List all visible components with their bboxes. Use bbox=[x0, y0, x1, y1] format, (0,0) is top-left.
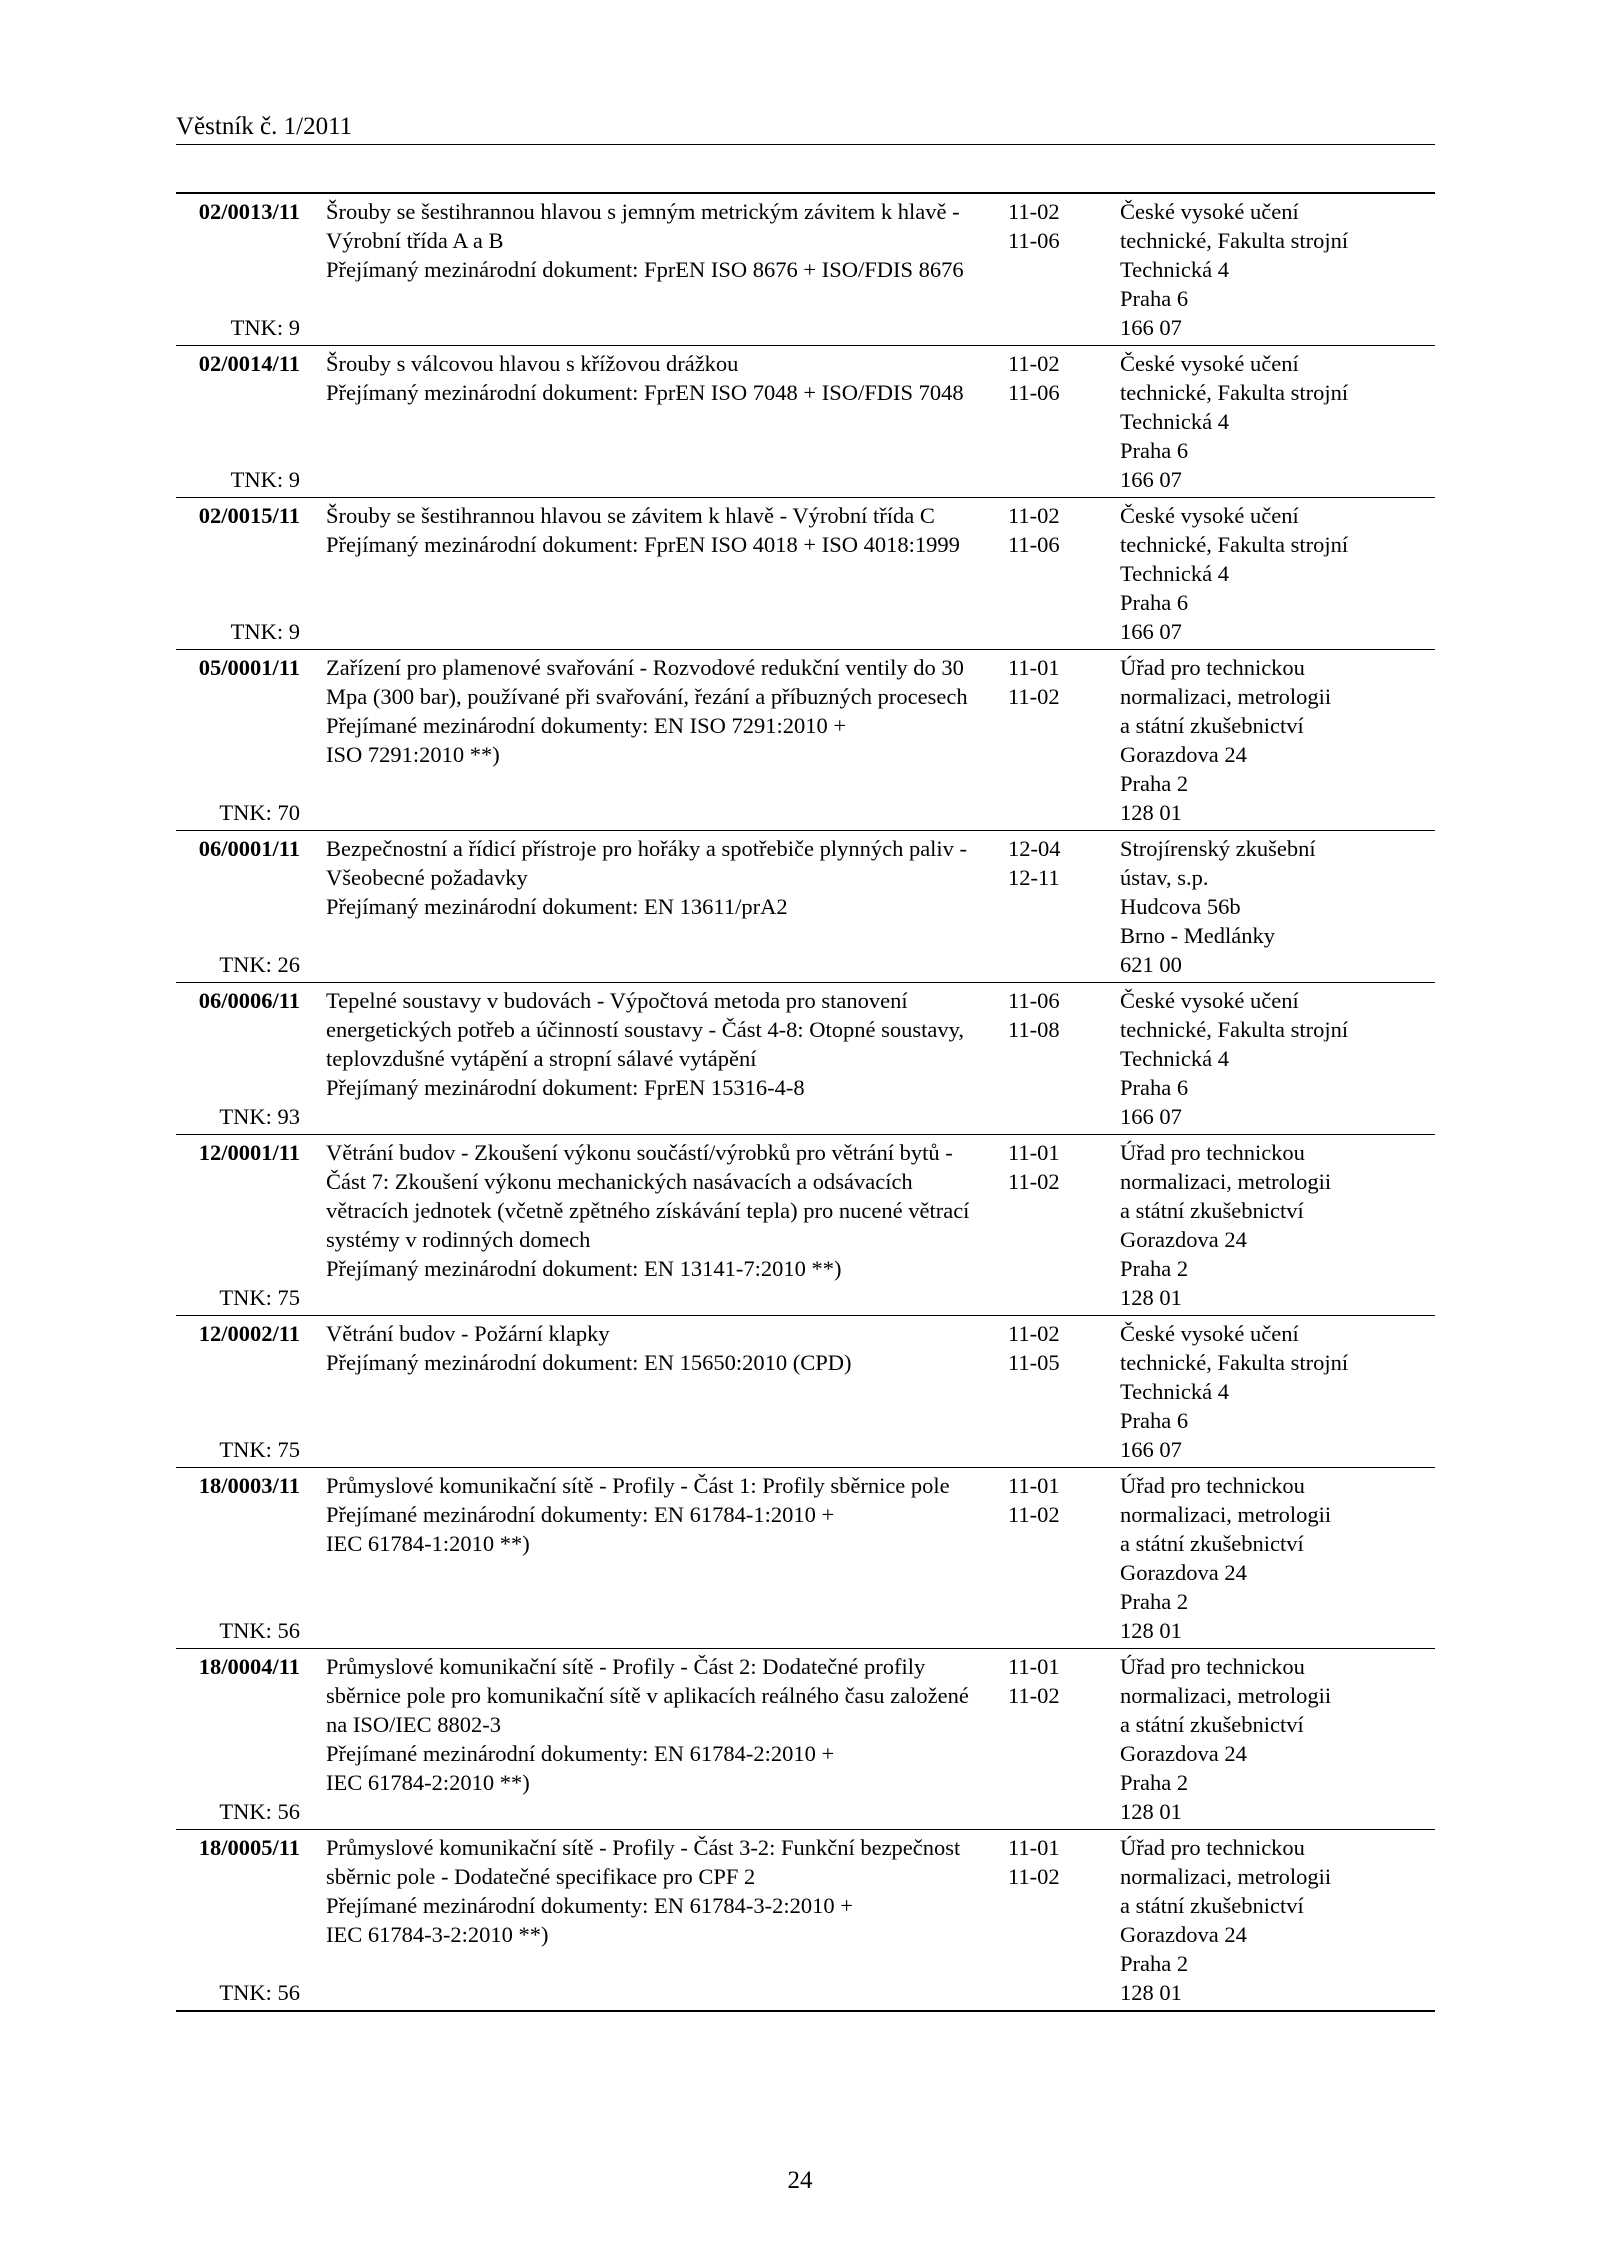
title-line: Přejímaný mezinárodní dokument: EN 13141-7:2010 **) bbox=[326, 1256, 842, 1281]
title-line: systémy v rodinných domech bbox=[326, 1227, 591, 1252]
standard-title-cell bbox=[304, 986, 1000, 1131]
organization-line: Úřad pro technickou bbox=[1120, 1835, 1305, 1860]
organization-cell bbox=[1116, 834, 1435, 979]
title-line: větracích jednotek (včetně zpětného získávání tepla) pro nucené větrací bbox=[326, 1198, 970, 1223]
tnk-label: TNK: 56 bbox=[219, 1799, 300, 1824]
organization-line: Strojírenský zkušební bbox=[1120, 836, 1316, 861]
standard-title-cell bbox=[304, 1471, 1000, 1645]
code-line: 11-06 bbox=[1008, 532, 1060, 557]
table-row bbox=[176, 1315, 1435, 1467]
record-number: 06/0001/11 bbox=[198, 836, 300, 861]
table-row bbox=[176, 649, 1435, 830]
code-line: 11-06 bbox=[1008, 380, 1060, 405]
organization-line: Brno - Medlánky bbox=[1120, 923, 1275, 948]
title-line: energetických potřeb a účinností soustavy - Část 4-8: Otopné soustavy, bbox=[326, 1017, 964, 1042]
code-line: 11-02 bbox=[1008, 199, 1060, 224]
table-row bbox=[176, 830, 1435, 982]
organization-line: technické, Fakulta strojní bbox=[1120, 1017, 1349, 1042]
organization-cell bbox=[1116, 986, 1435, 1131]
title-line: Část 7: Zkoušení výkonu mechanických nasávacích a odsávacích bbox=[326, 1169, 913, 1194]
organization-line: Praha 6 bbox=[1120, 286, 1189, 311]
tnk-label: TNK: 9 bbox=[230, 315, 300, 340]
record-id-cell bbox=[176, 349, 304, 494]
codes-cell bbox=[1000, 834, 1116, 979]
title-line: Šrouby s válcovou hlavou s křížovou drážkou bbox=[326, 351, 739, 376]
code-line: 11-02 bbox=[1008, 503, 1060, 528]
title-line: Přejímané mezinárodní dokumenty: EN 61784-2:2010 + bbox=[326, 1741, 835, 1766]
title-line: Přejímané mezinárodní dokumenty: EN 61784-3-2:2010 + bbox=[326, 1893, 853, 1918]
codes-cell bbox=[1000, 1138, 1116, 1312]
organization-line: 621 00 bbox=[1120, 952, 1182, 977]
title-line: Šrouby se šestihrannou hlavou s jemným metrickým závitem k hlavě - bbox=[326, 199, 960, 224]
title-line: Přejímaný mezinárodní dokument: EN 15650:2010 (CPD) bbox=[326, 1350, 852, 1375]
title-line: sběrnice pole pro komunikační sítě v aplikacích reálného času založené bbox=[326, 1683, 969, 1708]
table-row bbox=[176, 1134, 1435, 1315]
organization-cell bbox=[1116, 197, 1435, 342]
tnk-label: TNK: 9 bbox=[230, 467, 300, 492]
record-number: 12/0001/11 bbox=[198, 1140, 300, 1165]
title-line: Všeobecné požadavky bbox=[326, 865, 528, 890]
title-line: Přejímaný mezinárodní dokument: FprEN ISO 7048 + ISO/FDIS 7048 bbox=[326, 380, 964, 405]
organization-line: České vysoké učení bbox=[1120, 351, 1299, 376]
record-id-cell bbox=[176, 1138, 304, 1312]
organization-line: technické, Fakulta strojní bbox=[1120, 380, 1349, 405]
standard-title-cell bbox=[304, 1319, 1000, 1464]
organization-line: 128 01 bbox=[1120, 1618, 1182, 1643]
organization-line: Úřad pro technickou bbox=[1120, 1140, 1305, 1165]
organization-line: a státní zkušebnictví bbox=[1120, 713, 1304, 738]
organization-line: a státní zkušebnictví bbox=[1120, 1531, 1304, 1556]
record-number: 18/0005/11 bbox=[198, 1835, 300, 1860]
organization-line: Praha 2 bbox=[1120, 1589, 1189, 1614]
record-id-cell bbox=[176, 1833, 304, 2007]
page-header bbox=[176, 112, 1435, 145]
organization-line: České vysoké učení bbox=[1120, 503, 1299, 528]
title-line: Výrobní třída A a B bbox=[326, 228, 504, 253]
record-number: 12/0002/11 bbox=[198, 1321, 300, 1346]
code-line: 11-02 bbox=[1008, 351, 1060, 376]
tnk-label: TNK: 75 bbox=[219, 1437, 300, 1462]
organization-line: Úřad pro technickou bbox=[1120, 1473, 1305, 1498]
code-line: 11-02 bbox=[1008, 1502, 1060, 1527]
organization-line: a státní zkušebnictví bbox=[1120, 1712, 1304, 1737]
tnk-label: TNK: 56 bbox=[219, 1618, 300, 1643]
organization-line: Technická 4 bbox=[1120, 1046, 1229, 1071]
title-line: Tepelné soustavy v budovách - Výpočtová metoda pro stanovení bbox=[326, 988, 908, 1013]
codes-cell bbox=[1000, 349, 1116, 494]
standard-title-cell bbox=[304, 653, 1000, 827]
record-id-cell bbox=[176, 501, 304, 646]
code-line: 11-06 bbox=[1008, 228, 1060, 253]
tnk-label: TNK: 93 bbox=[219, 1104, 300, 1129]
code-line: 11-05 bbox=[1008, 1350, 1060, 1375]
code-line: 11-01 bbox=[1008, 1835, 1060, 1860]
organization-cell bbox=[1116, 1652, 1435, 1826]
organization-cell bbox=[1116, 1833, 1435, 2007]
record-number: 05/0001/11 bbox=[198, 655, 300, 680]
organization-line: Gorazdova 24 bbox=[1120, 1560, 1247, 1585]
organization-line: Hudcova 56b bbox=[1120, 894, 1241, 919]
code-line: 11-02 bbox=[1008, 1321, 1060, 1346]
record-number: 02/0015/11 bbox=[198, 503, 300, 528]
organization-line: 128 01 bbox=[1120, 1799, 1182, 1824]
organization-line: Praha 2 bbox=[1120, 771, 1189, 796]
title-line: Šrouby se šestihrannou hlavou se závitem k hlavě - Výrobní třída C bbox=[326, 503, 935, 528]
organization-cell bbox=[1116, 501, 1435, 646]
title-line: sběrnic pole - Dodatečné specifikace pro CPF 2 bbox=[326, 1864, 756, 1889]
title-line: na ISO/IEC 8802-3 bbox=[326, 1712, 501, 1737]
record-id-cell bbox=[176, 197, 304, 342]
standard-title-cell bbox=[304, 501, 1000, 646]
codes-cell bbox=[1000, 501, 1116, 646]
organization-line: Gorazdova 24 bbox=[1120, 1741, 1247, 1766]
organization-line: technické, Fakulta strojní bbox=[1120, 1350, 1349, 1375]
codes-cell bbox=[1000, 653, 1116, 827]
title-line: Průmyslové komunikační sítě - Profily - Část 2: Dodatečné profily bbox=[326, 1654, 926, 1679]
codes-cell bbox=[1000, 1652, 1116, 1826]
title-line: Zařízení pro plamenové svařování - Rozvodové redukční ventily do 30 bbox=[326, 655, 964, 680]
organization-line: Technická 4 bbox=[1120, 1379, 1229, 1404]
organization-line: 166 07 bbox=[1120, 1437, 1182, 1462]
title-line: Průmyslové komunikační sítě - Profily - Část 1: Profily sběrnice pole bbox=[326, 1473, 950, 1498]
tnk-label: TNK: 75 bbox=[219, 1285, 300, 1310]
table-row bbox=[176, 1467, 1435, 1648]
title-line: Přejímané mezinárodní dokumenty: EN ISO 7291:2010 + bbox=[326, 713, 847, 738]
codes-cell bbox=[1000, 197, 1116, 342]
organization-line: Praha 6 bbox=[1120, 1075, 1189, 1100]
table-row bbox=[176, 1648, 1435, 1829]
title-line: IEC 61784-2:2010 **) bbox=[326, 1770, 530, 1795]
organization-line: normalizaci, metrologii bbox=[1120, 1683, 1332, 1708]
organization-line: normalizaci, metrologii bbox=[1120, 1169, 1332, 1194]
codes-cell bbox=[1000, 986, 1116, 1131]
record-number: 06/0006/11 bbox=[198, 988, 300, 1013]
tnk-label: TNK: 26 bbox=[219, 952, 300, 977]
organization-line: Úřad pro technickou bbox=[1120, 1654, 1305, 1679]
organization-line: 128 01 bbox=[1120, 1285, 1182, 1310]
organization-cell bbox=[1116, 1319, 1435, 1464]
standard-title-cell bbox=[304, 1652, 1000, 1826]
organization-line: Praha 6 bbox=[1120, 590, 1189, 615]
tnk-label: TNK: 56 bbox=[219, 1980, 300, 2005]
organization-line: Praha 2 bbox=[1120, 1951, 1189, 1976]
organization-line: 166 07 bbox=[1120, 315, 1182, 340]
title-line: Přejímaný mezinárodní dokument: FprEN 15316-4-8 bbox=[326, 1075, 805, 1100]
organization-line: technické, Fakulta strojní bbox=[1120, 228, 1349, 253]
standard-title-cell bbox=[304, 197, 1000, 342]
title-line: Přejímaný mezinárodní dokument: EN 13611/prA2 bbox=[326, 894, 788, 919]
journal-title: Věstník č. 1/2011 bbox=[176, 113, 353, 140]
code-line: 11-06 bbox=[1008, 988, 1060, 1013]
table-row bbox=[176, 345, 1435, 497]
standard-title-cell bbox=[304, 834, 1000, 979]
organization-cell bbox=[1116, 1471, 1435, 1645]
title-line: Bezpečnostní a řídicí přístroje pro hořáky a spotřebiče plynných paliv - bbox=[326, 836, 968, 861]
organization-cell bbox=[1116, 653, 1435, 827]
organization-line: normalizaci, metrologii bbox=[1120, 1864, 1332, 1889]
title-line: Větrání budov - Požární klapky bbox=[326, 1321, 610, 1346]
table-row bbox=[176, 194, 1435, 345]
codes-cell bbox=[1000, 1833, 1116, 2007]
organization-line: Praha 2 bbox=[1120, 1770, 1189, 1795]
organization-line: technické, Fakulta strojní bbox=[1120, 532, 1349, 557]
code-line: 12-04 bbox=[1008, 836, 1061, 861]
organization-line: České vysoké učení bbox=[1120, 988, 1299, 1013]
code-line: 11-02 bbox=[1008, 1683, 1060, 1708]
organization-line: 128 01 bbox=[1120, 800, 1182, 825]
tnk-label: TNK: 9 bbox=[230, 619, 300, 644]
standards-table bbox=[176, 192, 1435, 2012]
title-line: Přejímaný mezinárodní dokument: FprEN ISO 8676 + ISO/FDIS 8676 bbox=[326, 257, 964, 282]
record-number: 18/0003/11 bbox=[198, 1473, 300, 1498]
standard-title-cell bbox=[304, 1138, 1000, 1312]
code-line: 11-01 bbox=[1008, 1654, 1060, 1679]
standard-title-cell bbox=[304, 1833, 1000, 2007]
organization-line: normalizaci, metrologii bbox=[1120, 684, 1332, 709]
organization-line: Praha 2 bbox=[1120, 1256, 1189, 1281]
record-id-cell bbox=[176, 1471, 304, 1645]
organization-line: normalizaci, metrologii bbox=[1120, 1502, 1332, 1527]
title-line: ISO 7291:2010 **) bbox=[326, 742, 500, 767]
organization-line: a státní zkušebnictví bbox=[1120, 1198, 1304, 1223]
codes-cell bbox=[1000, 1319, 1116, 1464]
code-line: 11-02 bbox=[1008, 684, 1060, 709]
organization-line: 166 07 bbox=[1120, 1104, 1182, 1129]
record-number: 02/0013/11 bbox=[198, 199, 300, 224]
organization-line: Praha 6 bbox=[1120, 438, 1189, 463]
record-id-cell bbox=[176, 986, 304, 1131]
title-line: teplovzdušné vytápění a stropní sálavé vytápění bbox=[326, 1046, 757, 1071]
organization-line: Technická 4 bbox=[1120, 409, 1229, 434]
code-line: 11-01 bbox=[1008, 1473, 1060, 1498]
title-line: Přejímané mezinárodní dokumenty: EN 61784-1:2010 + bbox=[326, 1502, 835, 1527]
record-number: 18/0004/11 bbox=[198, 1654, 300, 1679]
table-row bbox=[176, 982, 1435, 1134]
title-line: Průmyslové komunikační sítě - Profily - Část 3-2: Funkční bezpečnost bbox=[326, 1835, 961, 1860]
table-row bbox=[176, 497, 1435, 649]
tnk-label: TNK: 70 bbox=[219, 800, 300, 825]
organization-line: České vysoké učení bbox=[1120, 199, 1299, 224]
organization-line: České vysoké učení bbox=[1120, 1321, 1299, 1346]
page-number: 24 bbox=[787, 2167, 813, 2194]
record-id-cell bbox=[176, 1652, 304, 1826]
organization-line: Technická 4 bbox=[1120, 561, 1229, 586]
organization-line: a státní zkušebnictví bbox=[1120, 1893, 1304, 1918]
standard-title-cell bbox=[304, 349, 1000, 494]
organization-cell bbox=[1116, 349, 1435, 494]
code-line: 11-08 bbox=[1008, 1017, 1060, 1042]
record-id-cell bbox=[176, 834, 304, 979]
code-line: 11-02 bbox=[1008, 1169, 1060, 1194]
code-line: 11-01 bbox=[1008, 1140, 1060, 1165]
organization-line: 166 07 bbox=[1120, 467, 1182, 492]
organization-line: Úřad pro technickou bbox=[1120, 655, 1305, 680]
record-number: 02/0014/11 bbox=[198, 351, 300, 376]
title-line: IEC 61784-1:2010 **) bbox=[326, 1531, 530, 1556]
table-row bbox=[176, 1829, 1435, 2010]
code-line: 11-01 bbox=[1008, 655, 1060, 680]
code-line: 12-11 bbox=[1008, 865, 1060, 890]
record-id-cell bbox=[176, 653, 304, 827]
code-line: 11-02 bbox=[1008, 1864, 1060, 1889]
record-id-cell bbox=[176, 1319, 304, 1464]
organization-line: ústav, s.p. bbox=[1120, 865, 1209, 890]
title-line: Mpa (300 bar), používané při svařování, řezání a příbuzných procesech bbox=[326, 684, 968, 709]
organization-line: Gorazdova 24 bbox=[1120, 1227, 1247, 1252]
title-line: IEC 61784-3-2:2010 **) bbox=[326, 1922, 549, 1947]
title-line: Přejímaný mezinárodní dokument: FprEN ISO 4018 + ISO 4018:1999 bbox=[326, 532, 960, 557]
organization-line: Technická 4 bbox=[1120, 257, 1229, 282]
organization-line: Gorazdova 24 bbox=[1120, 1922, 1247, 1947]
codes-cell bbox=[1000, 1471, 1116, 1645]
organization-line: 166 07 bbox=[1120, 619, 1182, 644]
organization-line: Gorazdova 24 bbox=[1120, 742, 1247, 767]
organization-cell bbox=[1116, 1138, 1435, 1312]
title-line: Větrání budov - Zkoušení výkonu součástí/výrobků pro větrání bytů - bbox=[326, 1140, 953, 1165]
organization-line: Praha 6 bbox=[1120, 1408, 1189, 1433]
organization-line: 128 01 bbox=[1120, 1980, 1182, 2005]
